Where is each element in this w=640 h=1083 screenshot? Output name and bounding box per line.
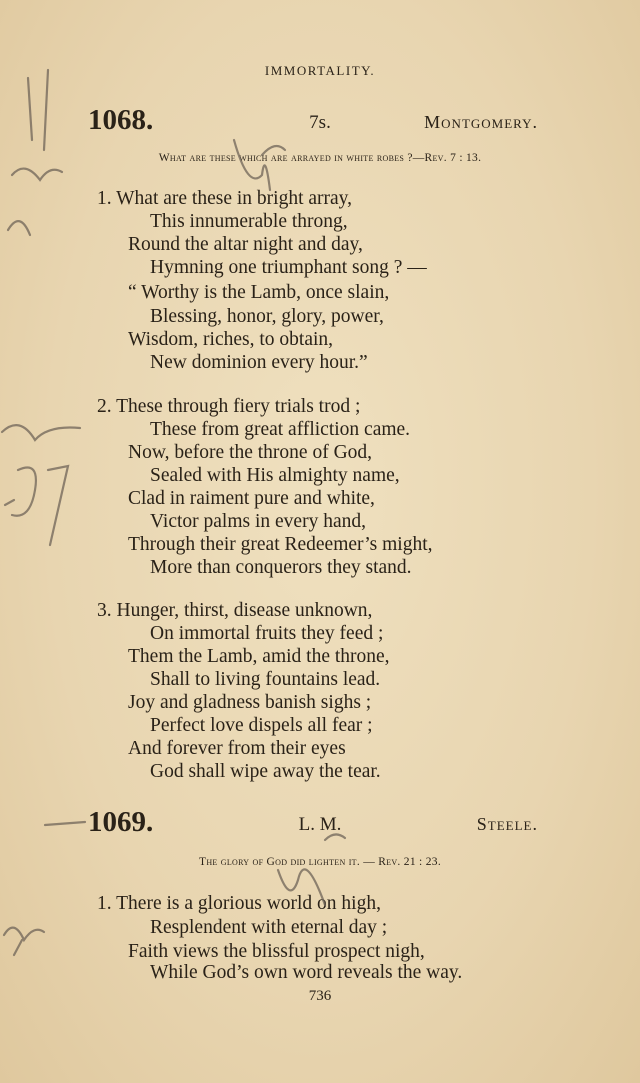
verse-line: 2. These through fiery trials trod ; bbox=[97, 396, 361, 417]
verse-line: Faith views the blissful prospect nigh, bbox=[128, 941, 425, 962]
verse-line: Round the altar night and day, bbox=[128, 234, 363, 255]
hymn-meter: L. M. bbox=[298, 814, 342, 835]
pencil-mark bbox=[48, 466, 68, 545]
verse-line: Through their great Redeemer’s might, bbox=[128, 534, 433, 555]
running-head: IMMORTALITY. bbox=[264, 63, 376, 78]
verse-line: Shall to living fountains lead. bbox=[150, 669, 381, 690]
verse-line: And forever from their eyes bbox=[128, 738, 346, 759]
hymn-meter: 7s. bbox=[309, 112, 331, 133]
verse-line: 3. Hunger, thirst, disease unknown, bbox=[97, 600, 373, 621]
verse-line: 1. There is a glorious world on high, bbox=[97, 893, 381, 914]
verse-line: God shall wipe away the tear. bbox=[150, 761, 381, 782]
verse-line: While God’s own word reveals the way. bbox=[150, 962, 463, 983]
hymn-author: Montgomery. bbox=[424, 112, 538, 132]
pencil-mark bbox=[14, 940, 22, 955]
hymn-author: Steele. bbox=[476, 814, 538, 834]
verse-line: Now, before the throne of God, bbox=[128, 442, 373, 463]
pencil-mark bbox=[12, 468, 36, 516]
verse-line: New dominion every hour.” bbox=[150, 352, 368, 373]
verse-line: Victor palms in every hand, bbox=[150, 511, 366, 532]
verse-line: Blessing, honor, glory, power, bbox=[150, 306, 384, 327]
page-number: 736 bbox=[308, 988, 332, 1004]
hymn-number: 1069. bbox=[88, 806, 154, 838]
pencil-mark bbox=[5, 500, 14, 505]
verse-line: Joy and gladness banish sighs ; bbox=[128, 692, 372, 713]
verse-line: 1. What are these in bright array, bbox=[97, 188, 353, 209]
verse-line: Perfect love dispels all fear ; bbox=[150, 715, 373, 736]
verse-line: Sealed with His almighty name, bbox=[150, 465, 400, 486]
verse-line: On immortal fruits they feed ; bbox=[150, 623, 384, 644]
hymn-1069-subtitle: The glory of God did lighten it. — Rev. 21 : 23. bbox=[199, 856, 441, 868]
pencil-mark bbox=[12, 169, 62, 180]
pencil-mark bbox=[8, 221, 30, 235]
pencil-mark bbox=[4, 928, 44, 940]
verse-line: Clad in raiment pure and white, bbox=[128, 488, 375, 509]
verse-line: These from great affliction came. bbox=[150, 419, 411, 440]
verse-line: Wisdom, riches, to obtain, bbox=[128, 329, 334, 350]
verse-line: This innumerable throng, bbox=[150, 211, 348, 232]
verse-line: Them the Lamb, amid the throne, bbox=[128, 646, 390, 667]
pencil-mark bbox=[2, 425, 80, 440]
hymn-1068-header bbox=[0, 104, 640, 140]
verse-line: Hymning one triumphant song ? — bbox=[150, 257, 427, 278]
pencil-mark bbox=[234, 140, 270, 190]
verse-line: More than conquerors they stand. bbox=[150, 557, 412, 578]
hymn-number: 1068. bbox=[88, 104, 154, 136]
hymn-1069-header bbox=[0, 806, 640, 842]
verse-line: Resplendent with eternal day ; bbox=[150, 917, 388, 938]
hymn-1068-subtitle: What are these which are arrayed in white robes ?—Rev. 7 : 13. bbox=[158, 152, 482, 164]
verse-line: “ Worthy is the Lamb, once slain, bbox=[128, 282, 390, 303]
